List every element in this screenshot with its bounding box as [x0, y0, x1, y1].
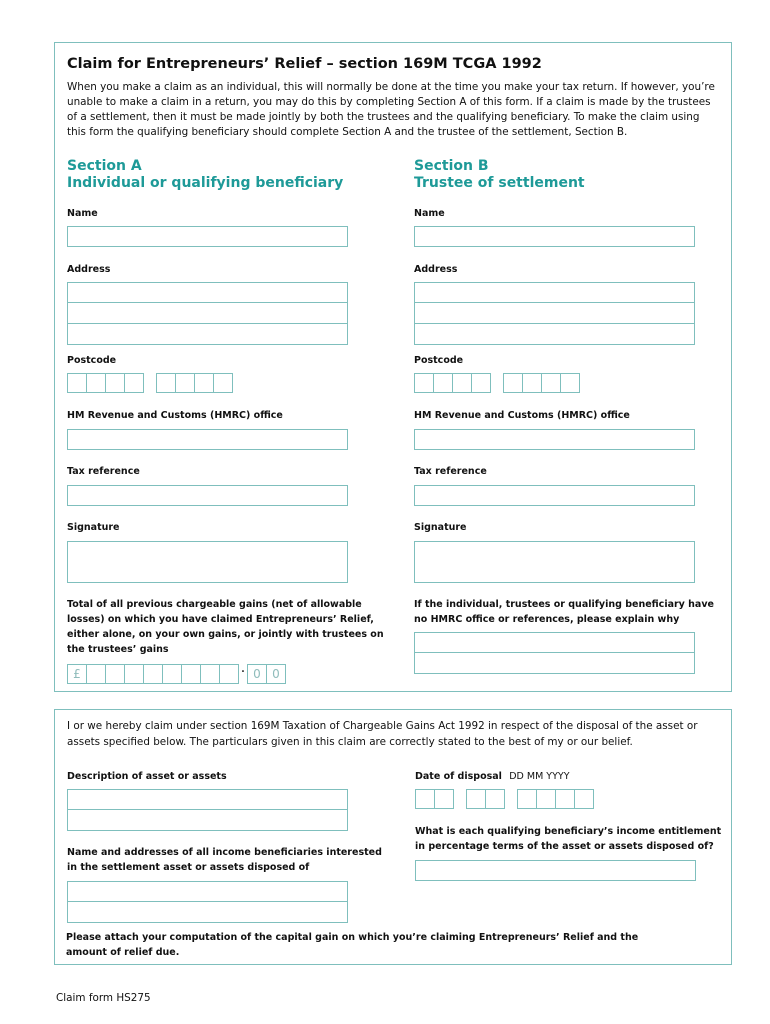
b-postcode-field	[414, 373, 580, 393]
declaration-text: I or we hereby claim under section 169M Taxation of Chargeable Gains Act 1992 in respect of the disposal of the asset or assets specified below. The particulars given in this claim are correctly stated to the best of my or our belief.	[67, 720, 698, 748]
pence-cell-1: 0	[247, 664, 267, 684]
b-taxref-field[interactable]	[414, 485, 695, 506]
a-office-field[interactable]	[67, 429, 348, 450]
entitlement-field[interactable]	[415, 860, 696, 881]
b-explain-label: If the individual, trustees or qualifying beneficiary have no HMRC office or references, please explain why	[414, 599, 714, 625]
b-postcode-cell[interactable]	[503, 373, 523, 393]
b-postcode-cell[interactable]	[452, 373, 472, 393]
section-b-subtitle: Trustee of settlement	[414, 175, 585, 191]
a-postcode-cell[interactable]	[156, 373, 176, 393]
form-id: Claim form HS275	[56, 992, 151, 1004]
form-title: Claim for Entrepreneurs’ Relief – section 169M TCGA 1992	[67, 56, 542, 72]
a-gains-cell[interactable]	[143, 664, 163, 684]
b-explain-line-1[interactable]	[414, 632, 695, 653]
b-office-field[interactable]	[414, 429, 695, 450]
a-postcode-label: Postcode	[67, 355, 117, 366]
section-a-heading	[67, 158, 343, 192]
beneficiaries-line-1[interactable]	[67, 881, 348, 902]
pence-cell-2: 0	[266, 664, 286, 684]
a-postcode-field	[67, 373, 233, 393]
a-postcode-cell[interactable]	[86, 373, 106, 393]
a-gains-cell[interactable]	[86, 664, 106, 684]
b-signature-label: Signature	[414, 522, 467, 533]
date-year-cell[interactable]	[536, 789, 556, 809]
b-explain-line-2[interactable]	[414, 653, 695, 674]
b-taxref-label: Tax reference	[414, 466, 487, 477]
a-gains-label: Total of all previous chargeable gains (net of allowable losses) on which you have claimed Entrepreneurs’ Relief, either alone, on your own gains, or jointly with trustees on the trustees’ gains	[67, 599, 384, 655]
description-label: Description of asset or assets	[67, 771, 227, 782]
date-year-cell[interactable]	[574, 789, 594, 809]
b-postcode-cell[interactable]	[541, 373, 561, 393]
intro-text: When you make a claim as an individual, this will normally be done at the time you make your tax return. If however, you’re unable to make a claim in a return, you may do this by completing Section A of this form. If a claim is made by the trustees of a settlement, then it must be made jointly by both the trustees and the qualifying beneficiary. To make the claim using this form the qualifying beneficiary should complete Section A and the trustee of the settlement, Section B.	[67, 81, 715, 138]
date-day-cell[interactable]	[415, 789, 435, 809]
decimal-point: ·	[240, 664, 246, 680]
date-year-cell[interactable]	[555, 789, 575, 809]
a-gains-cell[interactable]	[219, 664, 239, 684]
currency-symbol: £	[67, 664, 87, 684]
a-postcode-cell[interactable]	[67, 373, 87, 393]
a-gains-cell[interactable]	[181, 664, 201, 684]
description-line-1[interactable]	[67, 789, 348, 810]
date-day-cell[interactable]	[434, 789, 454, 809]
b-name-label: Name	[414, 208, 445, 219]
b-postcode-cell[interactable]	[414, 373, 434, 393]
date-year-cell[interactable]	[517, 789, 537, 809]
a-name-label: Name	[67, 208, 98, 219]
b-name-field[interactable]	[414, 226, 695, 247]
a-name-field[interactable]	[67, 226, 348, 247]
a-postcode-cell[interactable]	[175, 373, 195, 393]
date-format-hint: DD MM YYYY	[509, 771, 570, 782]
a-address-field	[67, 282, 348, 345]
b-postcode-cell[interactable]	[471, 373, 491, 393]
date-month-cell[interactable]	[485, 789, 505, 809]
date-label-group	[415, 769, 570, 784]
b-address-line-3[interactable]	[414, 324, 695, 345]
a-postcode-cell[interactable]	[194, 373, 214, 393]
section-b-heading	[414, 158, 585, 192]
description-field	[67, 789, 348, 831]
section-a-title: Section A	[67, 158, 142, 174]
a-address-line-1[interactable]	[67, 282, 348, 303]
a-gains-amount-field	[67, 664, 286, 684]
a-gains-cell[interactable]	[105, 664, 125, 684]
a-postcode-cell[interactable]	[105, 373, 125, 393]
a-signature-label: Signature	[67, 522, 120, 533]
b-postcode-cell[interactable]	[433, 373, 453, 393]
a-postcode-cell[interactable]	[213, 373, 233, 393]
date-label: Date of disposal	[415, 771, 502, 782]
b-postcode-label: Postcode	[414, 355, 464, 366]
b-address-label: Address	[414, 264, 458, 275]
a-gains-cell[interactable]	[200, 664, 220, 684]
b-explain-field	[414, 632, 695, 674]
a-address-label: Address	[67, 264, 111, 275]
b-postcode-cell[interactable]	[560, 373, 580, 393]
entitlement-label: What is each qualifying beneficiary’s income entitlement in percentage terms of the asset or assets disposed of?	[415, 826, 722, 852]
date-month-cell[interactable]	[466, 789, 486, 809]
b-address-line-2[interactable]	[414, 303, 695, 324]
section-a-subtitle: Individual or qualifying beneficiary	[67, 175, 344, 191]
a-taxref-label: Tax reference	[67, 466, 140, 477]
a-gains-cell[interactable]	[124, 664, 144, 684]
b-address-field	[414, 282, 695, 345]
a-address-line-2[interactable]	[67, 303, 348, 324]
a-postcode-cell[interactable]	[124, 373, 144, 393]
b-postcode-cell[interactable]	[522, 373, 542, 393]
description-line-2[interactable]	[67, 810, 348, 831]
a-signature-field[interactable]	[67, 541, 348, 583]
a-taxref-field[interactable]	[67, 485, 348, 506]
section-b-title: Section B	[414, 158, 489, 174]
a-office-label: HM Revenue and Customs (HMRC) office	[67, 410, 283, 421]
a-address-line-3[interactable]	[67, 324, 348, 345]
b-signature-field[interactable]	[414, 541, 695, 583]
b-address-line-1[interactable]	[414, 282, 695, 303]
beneficiaries-field	[67, 881, 348, 923]
beneficiaries-line-2[interactable]	[67, 902, 348, 923]
date-of-disposal-field	[415, 789, 594, 809]
beneficiaries-label: Name and addresses of all income beneficiaries interested in the settlement asset or assets disposed of	[67, 847, 382, 873]
b-office-label: HM Revenue and Customs (HMRC) office	[414, 410, 630, 421]
attach-note: Please attach your computation of the capital gain on which you’re claiming Entrepreneurs’ Relief and the amount of relief due.	[66, 932, 639, 958]
a-gains-cell[interactable]	[162, 664, 182, 684]
